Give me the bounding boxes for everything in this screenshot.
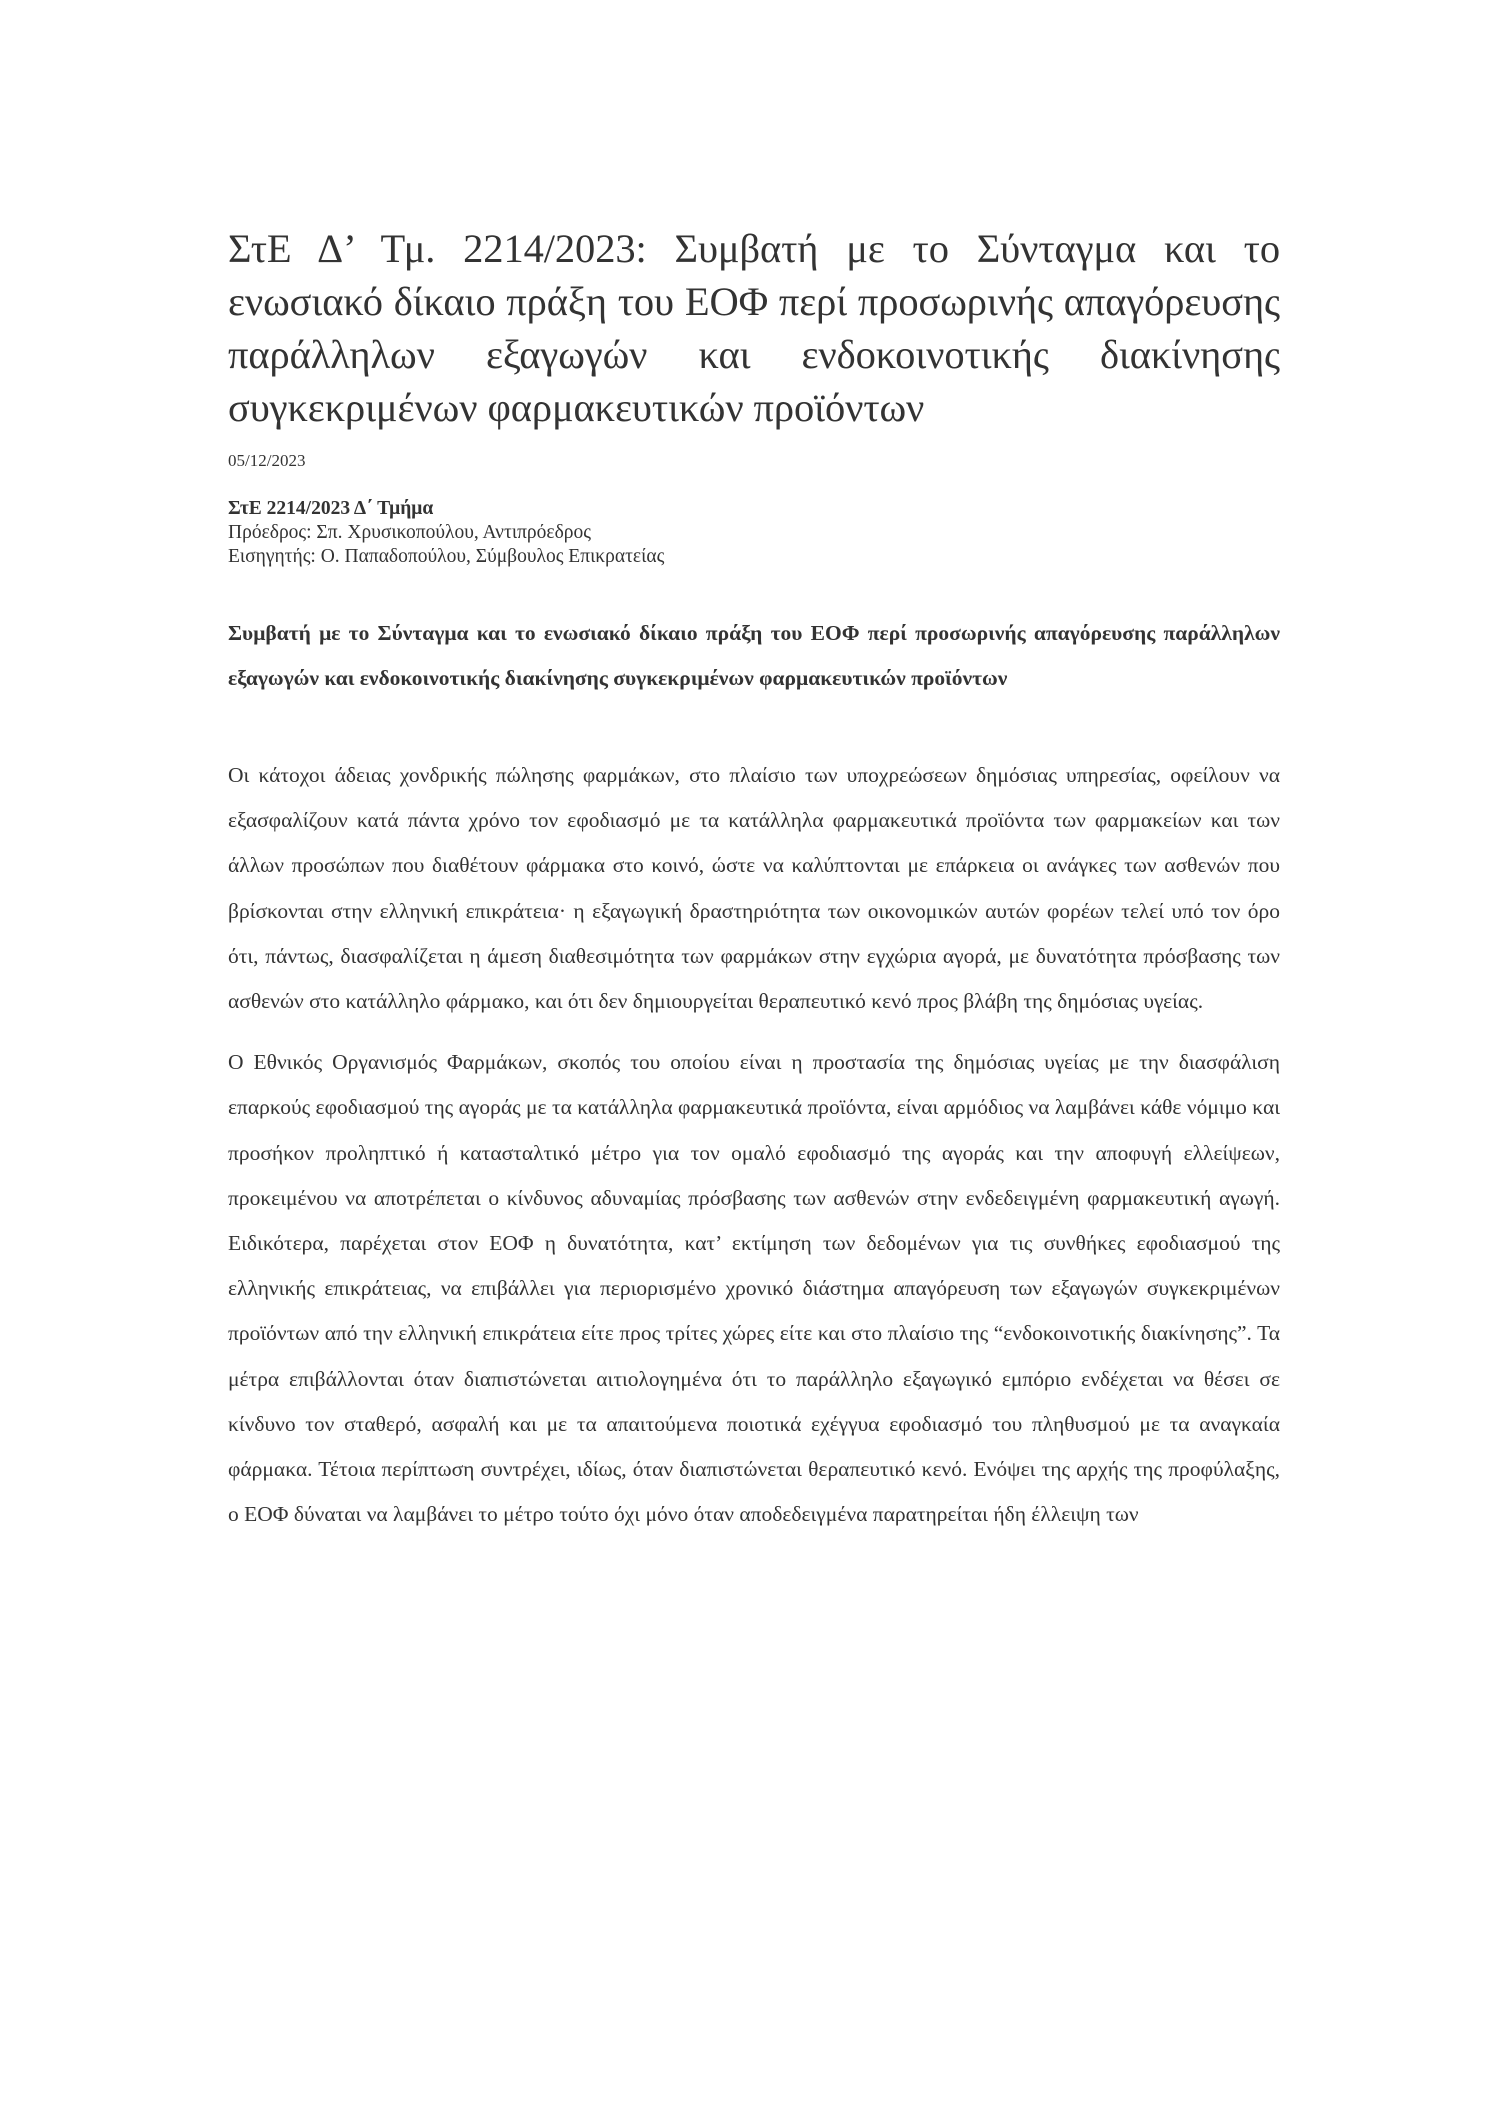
rapporteur-line: Εισηγητής: Ο. Παπαδοπούλου, Σύμβουλος Επικρατείας: [228, 546, 665, 567]
paragraph: Οι κάτοχοι άδειας χονδρικής πώλησης φαρμάκων, στο πλαίσιο των υποχρεώσεων δημόσιας υπηρεσίας, οφείλουν να εξασφαλίζουν κατά πάντα χρόνο τον εφοδιασμό με τα κατάλληλα φαρμακευτικά προϊόντα των φαρμακείων και των άλλων προσώπων που διαθέτουν φάρμακα στο κοινό, ώστε να καλύπτονται με επάρκεια οι ανάγκες των ασθενών που βρίσκονται στην ελληνική επικράτεια· η εξαγωγική δραστηριότητα των οικονομικών αυτών φορέων τελεί υπό τον όρο ότι, πάντως, διασφαλίζεται η άμεση διαθεσιμότητα των φαρμάκων στην εγχώρια αγορά, με δυνατότητα πρόσβασης των ασθενών στο κατάλληλο φάρμακο, και ότι δεν δημιουργείται θεραπευτικό κενό προς βλάβη της δημόσιας υγείας.: [228, 763, 1280, 1014]
president-line: Πρόεδρος: Σπ. Χρυσικοπούλου, Αντιπρόεδρος: [228, 522, 591, 543]
article-date: 05/12/2023: [228, 451, 306, 470]
paragraph: Ο Εθνικός Οργανισμός Φαρμάκων, σκοπός του οποίου είναι η προστασία της δημόσιας υγείας με την διασφάλιση επαρκούς εφοδιασμού της αγοράς με τα κατάλληλα φαρμακευτικά προϊόντα, είναι αρμόδιος να λαμβάνει κάθε νόμιμο και προσήκον προληπτικό ή κατασταλτικό μέτρο για τον ομαλό εφοδιασμό της αγοράς και την αποφυγή ελλείψεων, προκειμένου να αποτρέπεται ο κίνδυνος αδυναμίας πρόσβασης των ασθενών στην ενδεδειγμένη φαρμακευτική αγωγή. Ειδικότερα, παρέχεται στον ΕΟΦ η δυνατότητα, κατ’ εκτίμηση των δεδομένων για τις συνθήκες εφοδιασμού της ελληνικής επικράτειας, να επιβάλλει για περιορισμένο χρονικό διάστημα απαγόρευση των εξαγωγών συγκεκριμένων προϊόντων από την ελληνική επικράτεια είτε προς τρίτες χώρες είτε και στο πλαίσιο της “ενδοκοινοτικής διακίνησης”. Τα μέτρα επιβάλλονται όταν διαπιστώνεται αιτιολογημένα ότι το παράλληλο εξαγωγικό εμπόριο ενδέχεται να θέσει σε κίνδυνο τον σταθερό, ασφαλή και με τα απαιτούμενα ποιοτικά εχέγγυα εφοδιασμό του πληθυσμού με τα αναγκαία φάρμακα. Τέτοια περίπτωση συντρέχει, ιδίως, όταν διαπιστώνεται θεραπευτικό κενό. Ενόψει της αρχής της προφύλαξης, ο ΕΟΦ δύναται να λαμβάνει το μέτρο τούτο όχι μόνο όταν αποδεδειγμένα παρατηρείται ήδη έλλειψη των: [228, 1050, 1280, 1527]
decision-header: ΣτΕ 2214/2023 Δ΄ Τμήμα: [228, 498, 434, 519]
decision-meta: [228, 497, 1280, 569]
article-title: ΣτΕ Δ’ Τμ. 2214/2023: Συμβατή με το Σύνταγμα και το ενωσιακό δίκαιο πράξη του ΕΟΦ περί προσωρινής απαγόρευσης παράλληλων εξαγωγών και ενδοκοινοτικής διακίνησης συγκεκριμένων φαρμακευτικών προϊόντων: [228, 226, 1280, 430]
article-body: [228, 753, 1280, 1537]
article-subtitle: Συμβατή με το Σύνταγμα και το ενωσιακό δίκαιο πράξη του ΕΟΦ περί προσωρινής απαγόρευσης παράλληλων εξαγωγών και ενδοκοινοτικής διακίνησης συγκεκριμένων φαρμακευτικών προϊόντων: [228, 621, 1280, 690]
document-page: [228, 222, 1280, 1553]
